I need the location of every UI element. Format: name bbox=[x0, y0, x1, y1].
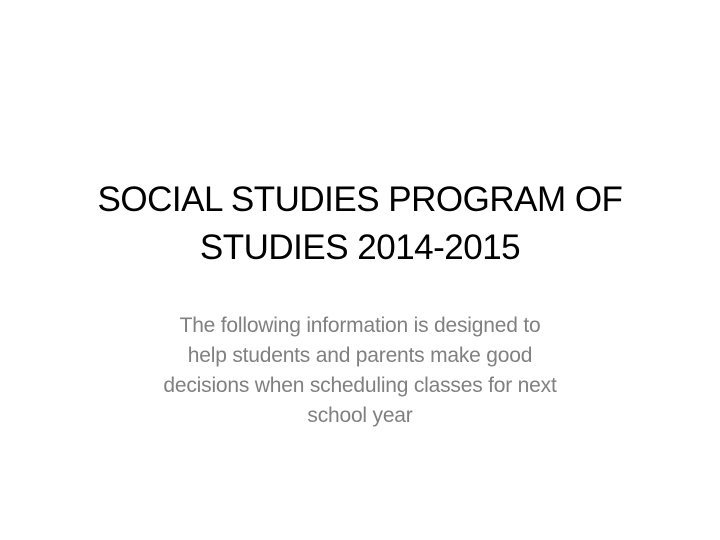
slide-subtitle-line-2: help students and parents make good bbox=[187, 344, 533, 367]
slide-subtitle-line-1: The following information is designed to bbox=[179, 314, 541, 337]
slide-title bbox=[40, 176, 680, 272]
slide-subtitle bbox=[100, 311, 620, 431]
slide-subtitle-line-3: decisions when scheduling classes for next bbox=[163, 374, 557, 397]
slide-title-line-1: SOCIAL STUDIES PROGRAM OF bbox=[97, 180, 623, 219]
slide-title-line-2: STUDIES 2014-2015 bbox=[199, 228, 521, 267]
slide-subtitle-line-4: school year bbox=[307, 404, 413, 427]
